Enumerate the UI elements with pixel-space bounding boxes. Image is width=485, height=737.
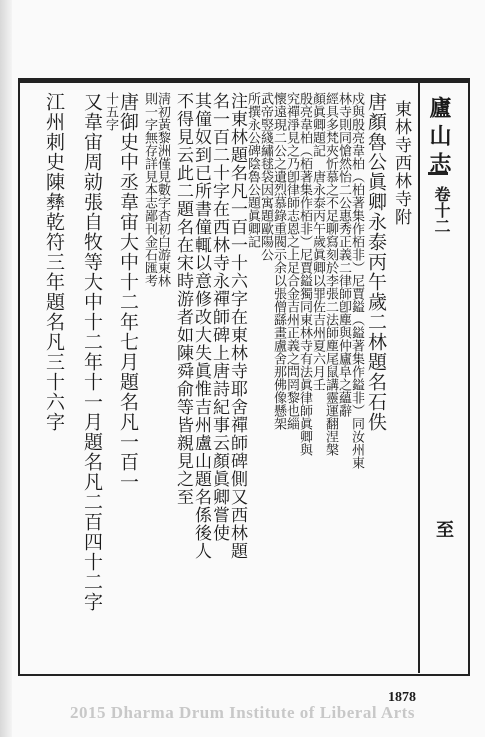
text-column: 顏眞卿題記 唐永泰丙午歲眞卿以罪佐吉州夏六月壬: [310, 92, 325, 391]
folio-mark: 至: [433, 520, 454, 538]
text-column: 江州刺史陳彝乾符三年題名凡三十六字: [43, 92, 65, 432]
text-column: 戍與殷亮韋柏（柏著集作栢非）尼賈鎰（鎰著集作鎰非）同汝州東: [349, 92, 364, 469]
running-title: 廬山志: [426, 96, 452, 180]
text-column: 則一字無存詳見本志鄙刊金石匯考: [142, 92, 157, 287]
section-title: 東林寺西林寺附: [391, 100, 411, 226]
text-column: 名一百二十字在西林寺永禪師碑上唐詩紀事云顏眞卿嘗使: [209, 92, 229, 542]
text-column: 唐顏魯公眞卿永泰丙午歲二林題名石佚: [365, 92, 387, 432]
watermark: 2015 Dharma Drum Institute of Liberal Arts: [70, 703, 415, 722]
fishtail-mark-icon: [428, 172, 448, 185]
text-column: 經具多梵夾忻慕之不足聊寫刻於李張二法師塵尾鼠講靈運翻涅槃: [323, 92, 338, 456]
volume-label: 卷十二: [432, 186, 451, 234]
text-column: 又韋宙周勍張自牧等大中十二年十一月題名凡二百四十二字: [81, 92, 103, 612]
text-column: 不得見云此二題名在宋時游者如陳舜俞等皆親見之至: [173, 92, 193, 506]
text-column: 其僮奴到已所書僮輒以意修改大失眞惟吉州盧山題名係後人: [191, 92, 211, 560]
text-column: 林寺則同愴然怡二公惠秀正義二律師卽塵與仲廬阜之蘊辭: [336, 92, 351, 417]
title-separator: [418, 83, 420, 673]
text-column: 武帝竪綫繡毬袋因寓題歐陽公: [258, 92, 273, 261]
text-column: 注東林題名凡一百一十六字在東林寺耶舍禪師碑側又西林題: [227, 92, 247, 560]
page-number: 1878: [388, 690, 416, 705]
text-column: 懷遠現二公之遺烈慕錄重閥示余以張僧繇畫盧舍那佛像懸架: [271, 92, 286, 430]
text-column: 所撰永公碑陰魯公題眞卿記: [245, 92, 260, 248]
text-column: 殷亮韋柏（栢著集作栢非）尼賈鎰獨同東林寺有法眞律師眞卿與: [297, 92, 312, 456]
text-column: 淸初黃黎洲僅見數字杳初白游東林: [155, 92, 170, 287]
text-column: 究禪淨見之乃卽律師志恩之上足合金吉州正義之問罔黎也緇: [284, 92, 299, 430]
text-column: 唐御史中丞韋宙大中十二年七月題名凡一百一: [117, 92, 139, 492]
text-column: 十五字: [103, 92, 118, 131]
binding-shadow: [0, 0, 12, 737]
